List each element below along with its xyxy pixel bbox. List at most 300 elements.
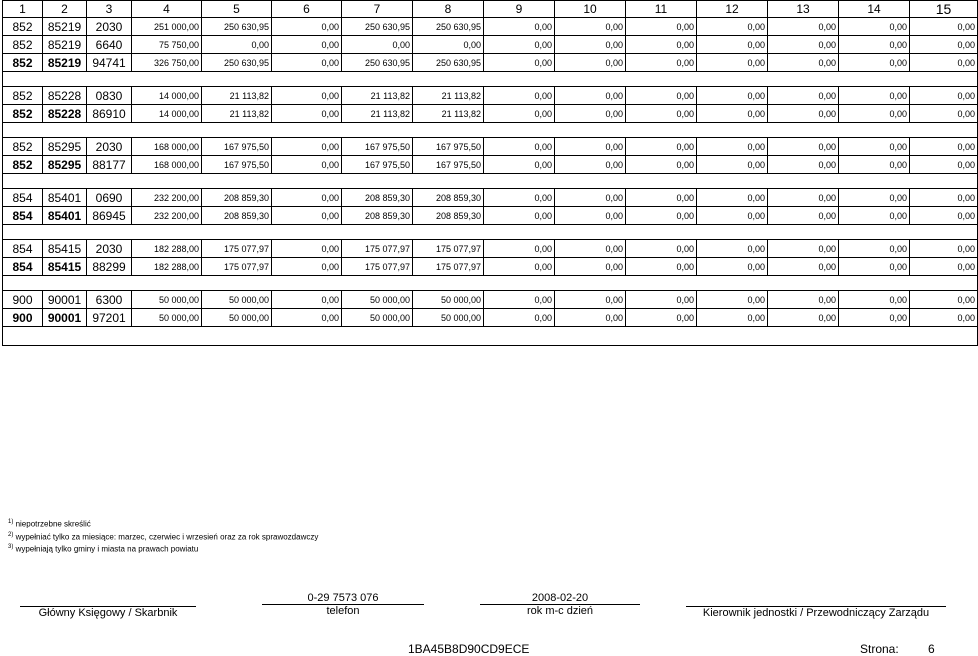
footnote-3: $^{3)}$ wypełniają tylko gminy i miasta na prawach powiatu — [8, 544, 199, 554]
table-cell: 0,00 — [555, 36, 626, 54]
table-cell: 0,00 — [839, 207, 910, 225]
table-cell: 0,00 — [272, 18, 342, 36]
table-cell: 852 — [3, 54, 43, 72]
spacer-cell — [43, 123, 87, 138]
spacer-cell — [132, 174, 202, 189]
spacer-cell — [555, 174, 626, 189]
table-cell: 0,00 — [768, 207, 839, 225]
spacer-cell — [839, 123, 910, 138]
head-label: Kierownik jednostki / Przewodniczący Zarządu — [702, 607, 930, 619]
date-value: 2008-02-20 — [531, 592, 589, 604]
table-cell: 0,00 — [484, 36, 555, 54]
spacer-cell — [342, 276, 413, 291]
spacer-row — [3, 225, 978, 240]
spacer-cell — [342, 225, 413, 240]
table-cell: 208 859,30 — [342, 189, 413, 207]
table-cell: 0,00 — [342, 36, 413, 54]
table-cell: 0,00 — [910, 189, 978, 207]
table-cell: 75 750,00 — [132, 36, 202, 54]
table-cell: 88177 — [87, 156, 132, 174]
table-cell: 0,00 — [768, 138, 839, 156]
table-cell: 0,00 — [272, 54, 342, 72]
table-cell: 0,00 — [626, 309, 697, 327]
table-cell: 175 077,97 — [342, 258, 413, 276]
spacer-cell — [555, 123, 626, 138]
table-cell: 21 113,82 — [413, 87, 484, 105]
spacer-row — [3, 174, 978, 189]
table-cell: 0,00 — [910, 207, 978, 225]
table-cell: 0,00 — [768, 54, 839, 72]
table-cell: 0,00 — [910, 54, 978, 72]
spacer-cell — [272, 276, 342, 291]
table-row — [3, 18, 978, 36]
table-cell: 0,00 — [484, 105, 555, 123]
column-header-15: 15 — [910, 1, 978, 18]
spacer-cell — [43, 327, 87, 346]
head-signature — [686, 606, 946, 619]
spacer-cell — [202, 327, 272, 346]
table-cell: 0,00 — [555, 309, 626, 327]
table-row — [3, 309, 978, 327]
table-cell: 0,00 — [272, 189, 342, 207]
table-cell: 0,00 — [697, 105, 768, 123]
table-cell: 85219 — [43, 36, 87, 54]
spacer-cell — [87, 327, 132, 346]
table-cell: 0830 — [87, 87, 132, 105]
table-row — [3, 156, 978, 174]
spacer-cell — [342, 72, 413, 87]
table-cell: 50 000,00 — [202, 291, 272, 309]
table-cell: 0,00 — [626, 189, 697, 207]
table-cell: 0,00 — [484, 240, 555, 258]
table-cell: 232 200,00 — [132, 207, 202, 225]
table-cell: 85401 — [43, 207, 87, 225]
table-cell: 0,00 — [910, 291, 978, 309]
table-cell: 0,00 — [839, 240, 910, 258]
table-row — [3, 189, 978, 207]
table-row — [3, 291, 978, 309]
table-cell: 208 859,30 — [342, 207, 413, 225]
table-cell: 0,00 — [697, 309, 768, 327]
table-cell: 0690 — [87, 189, 132, 207]
table-cell: 0,00 — [626, 207, 697, 225]
spacer-cell — [910, 123, 978, 138]
table-cell: 0,00 — [484, 207, 555, 225]
table-cell: 0,00 — [839, 87, 910, 105]
table-cell: 175 077,97 — [202, 258, 272, 276]
spacer-cell — [768, 72, 839, 87]
table-cell: 0,00 — [626, 138, 697, 156]
spacer-cell — [3, 72, 43, 87]
table-cell: 0,00 — [910, 36, 978, 54]
spacer-cell — [413, 174, 484, 189]
table-row — [3, 138, 978, 156]
spacer-cell — [555, 225, 626, 240]
table-cell: 0,00 — [272, 207, 342, 225]
table-cell: 900 — [3, 309, 43, 327]
table-cell: 50 000,00 — [413, 309, 484, 327]
spacer-cell — [87, 174, 132, 189]
spacer-cell — [839, 174, 910, 189]
table-cell: 0,00 — [272, 156, 342, 174]
table-cell: 0,00 — [555, 18, 626, 36]
spacer-cell — [202, 123, 272, 138]
table-cell: 0,00 — [555, 207, 626, 225]
column-header-10: 10 — [555, 1, 626, 18]
table-cell: 175 077,97 — [413, 240, 484, 258]
spacer-cell — [202, 174, 272, 189]
table-row — [3, 105, 978, 123]
table-cell: 50 000,00 — [413, 291, 484, 309]
table-cell: 21 113,82 — [202, 105, 272, 123]
table-cell: 0,00 — [555, 87, 626, 105]
table-cell: 0,00 — [768, 240, 839, 258]
table-cell: 0,00 — [626, 156, 697, 174]
table-cell: 0,00 — [697, 207, 768, 225]
table-cell: 85228 — [43, 105, 87, 123]
spacer-cell — [202, 276, 272, 291]
table-cell: 0,00 — [272, 291, 342, 309]
spacer-cell — [342, 327, 413, 346]
footnotes — [8, 517, 318, 555]
date-block — [480, 592, 640, 617]
spacer-cell — [697, 276, 768, 291]
column-header-8: 8 — [413, 1, 484, 18]
table-cell: 0,00 — [626, 87, 697, 105]
spacer-cell — [484, 174, 555, 189]
table-cell: 175 077,97 — [413, 258, 484, 276]
column-header-11: 11 — [626, 1, 697, 18]
spacer-cell — [768, 174, 839, 189]
spacer-cell — [697, 174, 768, 189]
table-cell: 852 — [3, 36, 43, 54]
table-cell: 0,00 — [555, 189, 626, 207]
table-cell: 85219 — [43, 54, 87, 72]
table-cell: 0,00 — [626, 105, 697, 123]
page-label: Strona: — [860, 642, 899, 656]
table-cell: 21 113,82 — [342, 105, 413, 123]
table-cell: 167 975,50 — [342, 138, 413, 156]
table-cell: 90001 — [43, 309, 87, 327]
spacer-cell — [413, 123, 484, 138]
spacer-cell — [202, 72, 272, 87]
spacer-cell — [555, 276, 626, 291]
spacer-cell — [87, 225, 132, 240]
spacer-cell — [43, 72, 87, 87]
table-cell: 0,00 — [272, 240, 342, 258]
table-cell: 250 630,95 — [413, 54, 484, 72]
table-cell: 854 — [3, 207, 43, 225]
spacer-cell — [910, 276, 978, 291]
table-cell: 250 630,95 — [342, 54, 413, 72]
table-cell: 0,00 — [626, 240, 697, 258]
table-cell: 2030 — [87, 138, 132, 156]
column-header-13: 13 — [768, 1, 839, 18]
column-header-4: 4 — [132, 1, 202, 18]
table-cell: 85295 — [43, 156, 87, 174]
table-cell: 50 000,00 — [342, 309, 413, 327]
spacer-cell — [697, 327, 768, 346]
header-row — [3, 1, 978, 18]
spacer-cell — [272, 225, 342, 240]
table-cell: 85415 — [43, 240, 87, 258]
table-cell: 0,00 — [839, 18, 910, 36]
accountant-signature — [20, 606, 196, 619]
spacer-row — [3, 327, 978, 346]
spacer-cell — [413, 72, 484, 87]
table-cell: 0,00 — [555, 138, 626, 156]
spacer-cell — [87, 276, 132, 291]
table-cell: 0,00 — [910, 87, 978, 105]
table-row — [3, 36, 978, 54]
table-cell: 0,00 — [484, 18, 555, 36]
table-cell: 0,00 — [626, 54, 697, 72]
table-cell: 0,00 — [697, 291, 768, 309]
table-cell: 97201 — [87, 309, 132, 327]
table-cell: 0,00 — [484, 309, 555, 327]
table-cell: 175 077,97 — [202, 240, 272, 258]
spacer-cell — [484, 327, 555, 346]
spacer-cell — [839, 72, 910, 87]
column-header-9: 9 — [484, 1, 555, 18]
table-cell: 0,00 — [272, 138, 342, 156]
column-header-5: 5 — [202, 1, 272, 18]
spacer-cell — [839, 225, 910, 240]
table-cell: 208 859,30 — [413, 189, 484, 207]
table-cell: 0,00 — [272, 87, 342, 105]
phone-block — [262, 592, 424, 617]
table-cell: 0,00 — [910, 105, 978, 123]
spacer-cell — [132, 72, 202, 87]
table-cell: 0,00 — [697, 18, 768, 36]
table-cell: 0,00 — [697, 258, 768, 276]
table-row — [3, 87, 978, 105]
spacer-cell — [697, 225, 768, 240]
table-cell: 21 113,82 — [342, 87, 413, 105]
table-cell: 0,00 — [839, 138, 910, 156]
table-cell: 167 975,50 — [413, 156, 484, 174]
table-cell: 250 630,95 — [202, 18, 272, 36]
table-cell: 0,00 — [839, 156, 910, 174]
table-cell: 0,00 — [768, 105, 839, 123]
table-cell: 326 750,00 — [132, 54, 202, 72]
date-label: rok m-c dzień — [526, 605, 594, 617]
footnote-2: $^{2)}$ wypełniać tylko za miesiące: marzec, czerwiec i wrzesień oraz za rok sprawozdawczy — [8, 531, 319, 542]
spacer-cell — [342, 123, 413, 138]
spacer-cell — [910, 327, 978, 346]
column-header-6: 6 — [272, 1, 342, 18]
table-cell: 854 — [3, 240, 43, 258]
spacer-cell — [484, 72, 555, 87]
report-table — [2, 0, 978, 346]
table-cell: 6300 — [87, 291, 132, 309]
spacer-cell — [626, 174, 697, 189]
spacer-cell — [768, 276, 839, 291]
spacer-cell — [132, 276, 202, 291]
table-cell: 0,00 — [768, 156, 839, 174]
table-cell: 21 113,82 — [202, 87, 272, 105]
table-cell: 85401 — [43, 189, 87, 207]
table-cell: 0,00 — [697, 36, 768, 54]
table-cell: 0,00 — [697, 240, 768, 258]
spacer-cell — [768, 123, 839, 138]
table-cell: 232 200,00 — [132, 189, 202, 207]
table-cell: 0,00 — [910, 18, 978, 36]
table-cell: 85228 — [43, 87, 87, 105]
table-cell: 88299 — [87, 258, 132, 276]
spacer-cell — [3, 327, 43, 346]
spacer-cell — [43, 174, 87, 189]
spacer-cell — [697, 123, 768, 138]
table-cell: 50 000,00 — [342, 291, 413, 309]
table-cell: 0,00 — [910, 156, 978, 174]
spacer-cell — [413, 327, 484, 346]
table-cell: 852 — [3, 87, 43, 105]
spacer-cell — [272, 174, 342, 189]
spacer-cell — [43, 225, 87, 240]
table-row — [3, 207, 978, 225]
table-cell: 0,00 — [839, 36, 910, 54]
spacer-cell — [202, 225, 272, 240]
column-header-12: 12 — [697, 1, 768, 18]
table-row — [3, 240, 978, 258]
table-cell: 21 113,82 — [413, 105, 484, 123]
spacer-cell — [768, 327, 839, 346]
table-cell: 85415 — [43, 258, 87, 276]
spacer-cell — [484, 225, 555, 240]
spacer-cell — [43, 276, 87, 291]
spacer-cell — [626, 327, 697, 346]
table-cell: 208 859,30 — [202, 207, 272, 225]
spacer-cell — [626, 72, 697, 87]
table-cell: 852 — [3, 138, 43, 156]
table-cell: 250 630,95 — [342, 18, 413, 36]
table-cell: 250 630,95 — [413, 18, 484, 36]
table-cell: 0,00 — [910, 309, 978, 327]
column-header-1: 1 — [3, 1, 43, 18]
spacer-cell — [910, 225, 978, 240]
table-cell: 50 000,00 — [132, 309, 202, 327]
table-cell: 0,00 — [768, 258, 839, 276]
column-header-3: 3 — [87, 1, 132, 18]
spacer-cell — [87, 72, 132, 87]
table-cell: 167 975,50 — [202, 156, 272, 174]
phone-value: 0-29 7573 076 — [307, 592, 379, 604]
table-cell: 0,00 — [768, 291, 839, 309]
spacer-cell — [413, 276, 484, 291]
spacer-cell — [839, 276, 910, 291]
table-cell: 168 000,00 — [132, 156, 202, 174]
table-cell: 0,00 — [697, 87, 768, 105]
table-cell: 0,00 — [484, 138, 555, 156]
spacer-cell — [272, 327, 342, 346]
table-cell: 0,00 — [697, 54, 768, 72]
document-id: 1BA45B8D90CD9ECE — [408, 642, 530, 656]
table-cell: 0,00 — [839, 189, 910, 207]
spacer-cell — [910, 174, 978, 189]
spacer-cell — [272, 72, 342, 87]
table-cell: 0,00 — [413, 36, 484, 54]
table-cell: 250 630,95 — [202, 54, 272, 72]
table-cell: 6640 — [87, 36, 132, 54]
table-cell: 0,00 — [555, 291, 626, 309]
spacer-cell — [87, 123, 132, 138]
table-cell: 167 975,50 — [202, 138, 272, 156]
table-cell: 854 — [3, 189, 43, 207]
table-cell: 2030 — [87, 240, 132, 258]
table-cell: 2030 — [87, 18, 132, 36]
table-cell: 0,00 — [484, 87, 555, 105]
table-cell: 0,00 — [484, 156, 555, 174]
table-cell: 167 975,50 — [342, 156, 413, 174]
table-cell: 852 — [3, 156, 43, 174]
table-cell: 852 — [3, 18, 43, 36]
table-cell: 167 975,50 — [413, 138, 484, 156]
spacer-cell — [910, 72, 978, 87]
table-cell: 0,00 — [839, 105, 910, 123]
table-cell: 854 — [3, 258, 43, 276]
table-cell: 0,00 — [768, 36, 839, 54]
footnote-1: $^{1)}$ niepotrzebne skreślić — [8, 519, 91, 529]
spacer-cell — [3, 225, 43, 240]
phone-label: telefon — [326, 605, 360, 617]
spacer-cell — [342, 174, 413, 189]
spacer-cell — [132, 225, 202, 240]
table-cell: 0,00 — [697, 189, 768, 207]
column-header-7: 7 — [342, 1, 413, 18]
spacer-cell — [626, 123, 697, 138]
table-cell: 208 859,30 — [202, 189, 272, 207]
table-cell: 182 288,00 — [132, 240, 202, 258]
table-cell: 50 000,00 — [132, 291, 202, 309]
table-cell: 94741 — [87, 54, 132, 72]
table-cell: 251 000,00 — [132, 18, 202, 36]
spacer-cell — [555, 72, 626, 87]
spacer-cell — [555, 327, 626, 346]
table-cell: 0,00 — [768, 87, 839, 105]
table-cell: 0,00 — [272, 309, 342, 327]
table-cell: 0,00 — [768, 18, 839, 36]
table-cell: 0,00 — [697, 138, 768, 156]
spacer-cell — [132, 327, 202, 346]
accountant-label: Główny Księgowy / Skarbnik — [38, 607, 178, 619]
spacer-row — [3, 72, 978, 87]
table-cell: 0,00 — [839, 258, 910, 276]
table-cell: 0,00 — [484, 189, 555, 207]
spacer-cell — [3, 174, 43, 189]
table-row — [3, 54, 978, 72]
spacer-cell — [413, 225, 484, 240]
table-cell: 0,00 — [272, 36, 342, 54]
table-cell: 0,00 — [626, 18, 697, 36]
table-cell: 0,00 — [910, 138, 978, 156]
spacer-cell — [272, 123, 342, 138]
table-cell: 0,00 — [272, 258, 342, 276]
table-cell: 0,00 — [272, 105, 342, 123]
spacer-row — [3, 276, 978, 291]
page-number: 6 — [928, 642, 935, 656]
spacer-cell — [768, 225, 839, 240]
table-cell: 0,00 — [768, 189, 839, 207]
table-cell: 852 — [3, 105, 43, 123]
table-cell: 14 000,00 — [132, 87, 202, 105]
table-cell: 0,00 — [555, 105, 626, 123]
table-cell: 0,00 — [555, 240, 626, 258]
column-header-2: 2 — [43, 1, 87, 18]
table-row — [3, 258, 978, 276]
spacer-cell — [697, 72, 768, 87]
table-cell: 85219 — [43, 18, 87, 36]
